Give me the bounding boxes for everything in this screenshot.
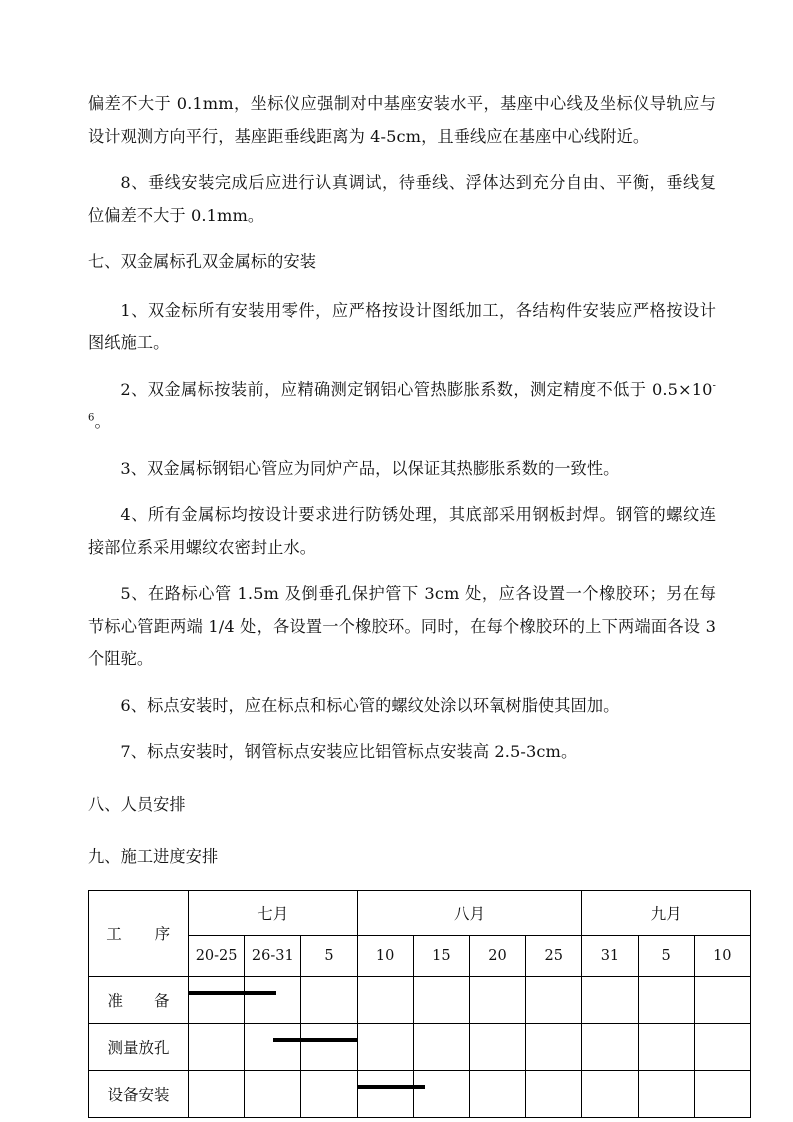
gantt-cell (245, 1023, 301, 1070)
gantt-cell (301, 976, 357, 1023)
gantt-cell (469, 976, 525, 1023)
gantt-cell (357, 1023, 413, 1070)
section-heading-7: 七、双金属标孔双金属标的安装 (88, 252, 317, 271)
day-header-1: 20-25 (189, 935, 245, 976)
gantt-cell (189, 976, 245, 1023)
gantt-cell (694, 1070, 750, 1117)
task-name-cell: 测量放孔 (89, 1023, 189, 1070)
schedule-table-body (89, 890, 751, 1117)
gantt-cell (245, 1070, 301, 1117)
section-heading-8: 八、人员安排 (88, 794, 186, 814)
gantt-cell (638, 976, 694, 1023)
gantt-cell (189, 1023, 245, 1070)
gantt-cell (357, 976, 413, 1023)
day-header-row (89, 935, 751, 976)
gantt-cell (413, 1023, 469, 1070)
paragraph-item-6: 6、标点安装时，应在标点和标心管的螺纹处涂以环氧树脂使其固加。 (120, 695, 620, 715)
day-header-3: 5 (301, 935, 357, 976)
schedule-table-wrapper (88, 890, 750, 1118)
paragraph-item-3: 3、双金属标钢铝心管应为同炉产品，以保证其热膨胀系数的一致性。 (120, 458, 620, 478)
paragraph-item-5: 5、在路标心管 1.5m 及倒垂孔保护管下 3cm 处，应各设置一个橡胶环；另在每节标心管距两端 1/4 处，各设置一个橡胶环。同时，在每个橡胶环的上下两端面各设 3 个阻驼。 (88, 584, 716, 668)
gantt-cell (357, 1070, 413, 1117)
month-header-row (89, 890, 751, 935)
gantt-cell (526, 976, 582, 1023)
month-header-2: 八月 (357, 890, 582, 935)
corner-header-label: 工 序 (106, 925, 171, 943)
gantt-cell (694, 976, 750, 1023)
gantt-cell (582, 1023, 638, 1070)
day-header-9: 5 (638, 935, 694, 976)
month-header-3: 九月 (582, 890, 751, 935)
gantt-cell (413, 976, 469, 1023)
gantt-cell (526, 1070, 582, 1117)
day-header-5: 15 (413, 935, 469, 976)
table-row (89, 1023, 751, 1070)
day-header-10: 10 (694, 935, 750, 976)
gantt-cell (638, 1070, 694, 1117)
paragraph-item-2: 2、双金属标按装前，应精确测定钢铝心管热膨胀系数，测定精度不低于 $0.5\times 10^{-6}$。 (88, 379, 716, 431)
construction-schedule-table (88, 890, 751, 1118)
paragraph-item-7: 7、标点安装时，钢管标点安装应比铝管标点安装高 2.5-3cm。 (120, 742, 578, 761)
gantt-cell (245, 976, 301, 1023)
table-row (89, 1070, 751, 1117)
task-name-cell: 准 备 (89, 976, 189, 1023)
gantt-cell (413, 1070, 469, 1117)
month-header-1: 七月 (189, 890, 358, 935)
day-header-6: 20 (469, 935, 525, 976)
table-row (89, 976, 751, 1023)
paragraph-item-4: 4、所有金属标均按设计要求进行防锈处理，其底部采用钢板封焊。钢管的螺纹连接部位系采用螺纹农密封止水。 (88, 505, 716, 557)
paragraph-item-1: 1、双金标所有安装用零件，应严格按设计图纸加工，各结构件安装应严格按设计图纸施工。 (88, 300, 716, 352)
paragraph-deviation: 偏差不大于 0.1mm，坐标仪应强制对中基座安装水平，基座中心线及坐标仪导轨应与设计观测方向平行，基座距垂线距离为 4-5cm，且垂线应在基座中心线附近。 (88, 94, 716, 146)
day-header-7: 25 (526, 935, 582, 976)
gantt-cell (469, 1070, 525, 1117)
gantt-cell (582, 1070, 638, 1117)
gantt-cell (582, 976, 638, 1023)
gantt-cell (189, 1070, 245, 1117)
gantt-cell (638, 1023, 694, 1070)
gantt-cell (694, 1023, 750, 1070)
paragraph-item-8: 8、垂线安装完成后应进行认真调试，待垂线、浮体达到充分自由、平衡，垂线复位偏差不大于 0.1mm。 (88, 173, 716, 225)
task-name-cell: 设备安装 (89, 1070, 189, 1117)
day-header-4: 10 (357, 935, 413, 976)
day-header-2: 26-31 (245, 935, 301, 976)
section-heading-9: 九、施工进度安排 (88, 847, 219, 866)
gantt-cell (526, 1023, 582, 1070)
gantt-cell (469, 1023, 525, 1070)
day-header-8: 31 (582, 935, 638, 976)
corner-header-cell (89, 890, 189, 976)
gantt-cell (301, 1070, 357, 1117)
gantt-cell (301, 1023, 357, 1070)
